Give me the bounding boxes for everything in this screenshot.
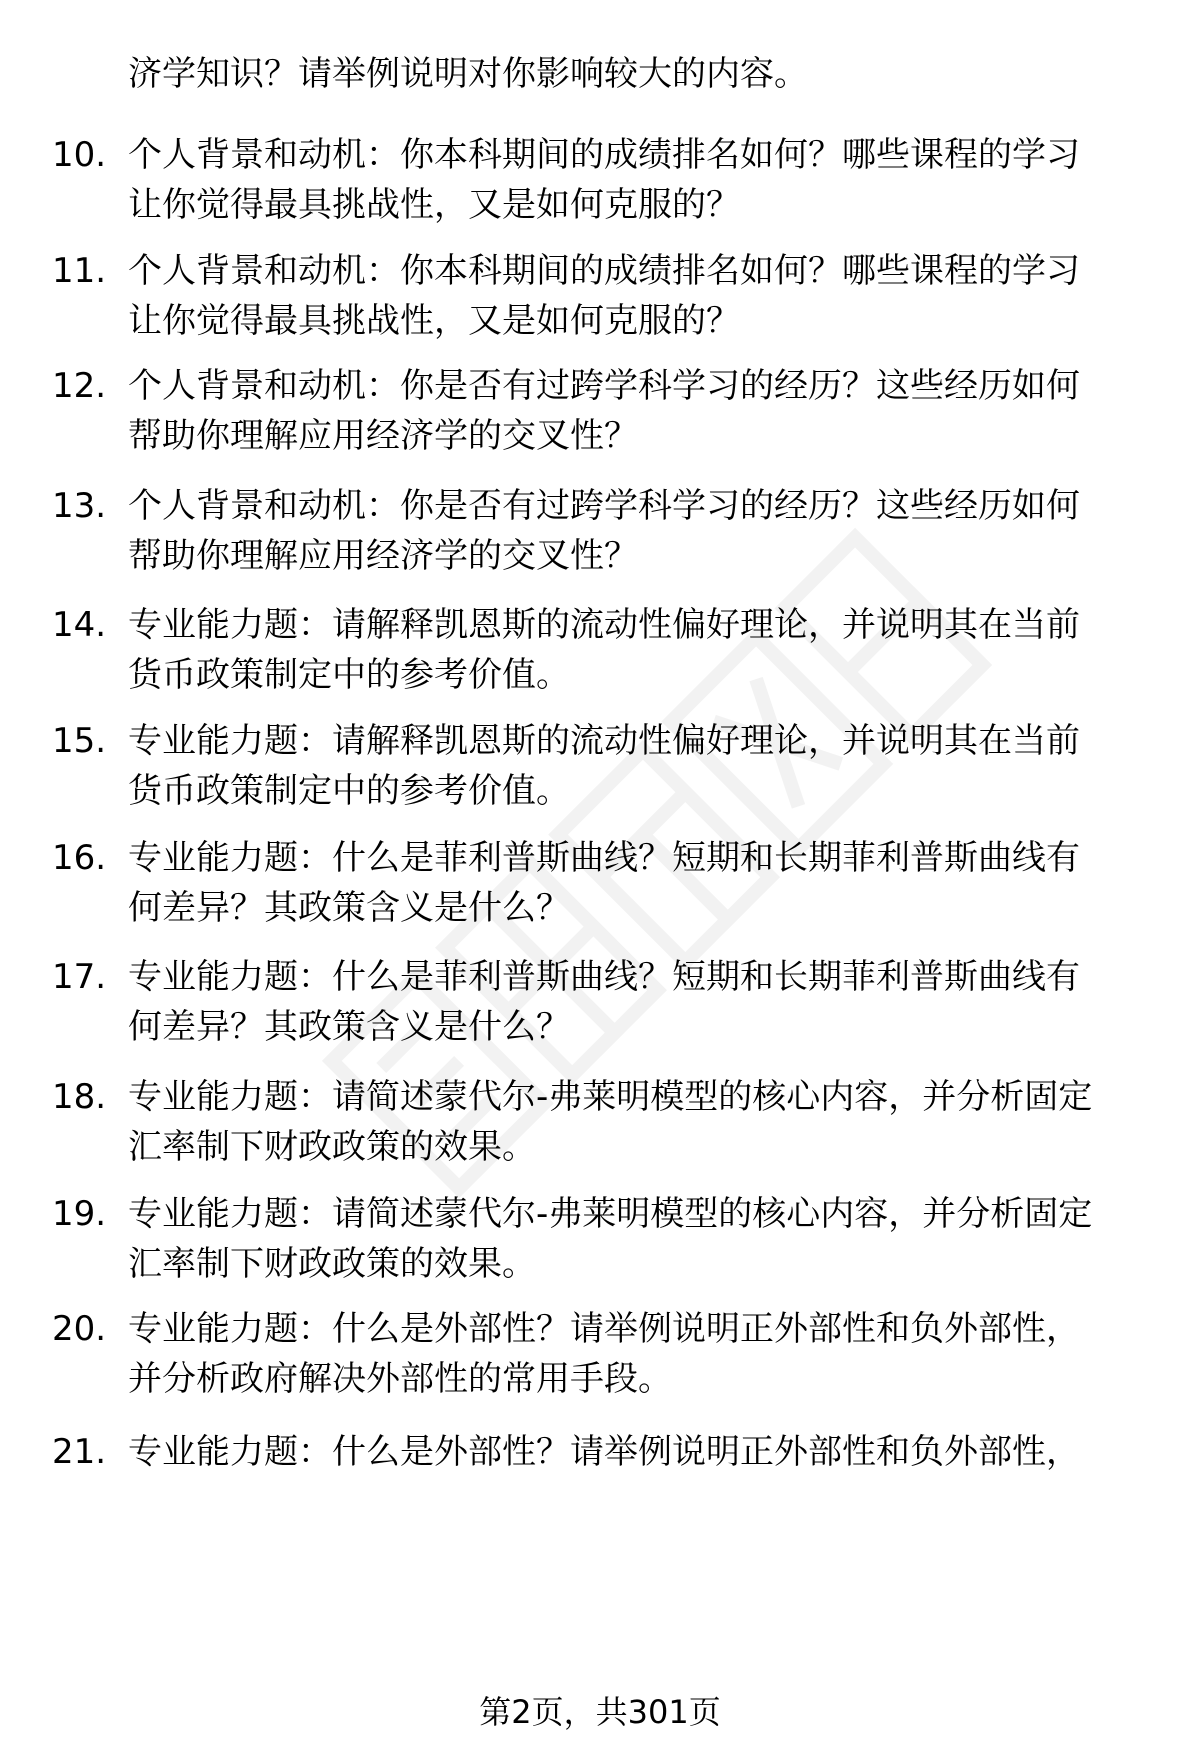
- page-footer: 第2页，共301页: [479, 1693, 721, 1731]
- question-text-line2: 让你觉得最具挑战性，又是如何克服的？: [128, 301, 740, 341]
- question-number: 11.: [52, 251, 107, 291]
- question-text-line1: 专业能力题：什么是菲利普斯曲线？短期和长期菲利普斯曲线有: [128, 957, 1080, 997]
- question-text-line2: 帮助你理解应用经济学的交叉性？: [128, 416, 638, 456]
- question-item: [0, 482, 1200, 586]
- question-item: [0, 247, 1200, 351]
- question-item: [0, 834, 1200, 938]
- question-item: [0, 362, 1200, 466]
- question-number: 12.: [52, 366, 107, 406]
- question-text-line1: 专业能力题：请解释凯恩斯的流动性偏好理论，并说明其在当前: [128, 721, 1080, 761]
- question-text-line1: 个人背景和动机：你本科期间的成绩排名如何？哪些课程的学习: [128, 251, 1080, 291]
- question-text-line2: 帮助你理解应用经济学的交叉性？: [128, 536, 638, 576]
- question-text-line1: 专业能力题：请简述蒙代尔-弗莱明模型的核心内容，并分析固定: [128, 1077, 1093, 1117]
- question-text-line2: 汇率制下财政政策的效果。: [128, 1244, 536, 1284]
- question-text-line2: 货币政策制定中的参考价值。: [128, 771, 570, 811]
- question-number: 19.: [52, 1194, 107, 1234]
- question-text-line1: 专业能力题：什么是菲利普斯曲线？短期和长期菲利普斯曲线有: [128, 838, 1080, 878]
- question-text-line2: 汇率制下财政政策的效果。: [128, 1127, 536, 1167]
- question-text-line2: 让你觉得最具挑战性，又是如何克服的？: [128, 185, 740, 225]
- question-text-line1: 个人背景和动机：你是否有过跨学科学习的经历？这些经历如何: [128, 366, 1080, 406]
- question-text-line2: 货币政策制定中的参考价值。: [128, 655, 570, 695]
- question-number: 20.: [52, 1309, 107, 1349]
- question-number: 10.: [52, 135, 107, 175]
- question-text-line2: 何差异？其政策含义是什么？: [128, 888, 570, 928]
- question-number: 17.: [52, 957, 107, 997]
- question-item: [0, 953, 1200, 1057]
- question-number: 14.: [52, 605, 107, 645]
- question-text-line1: 专业能力题：什么是外部性？请举例说明正外部性和负外部性，: [128, 1432, 1080, 1472]
- question-item: [0, 1073, 1200, 1177]
- question-text-line1: 专业能力题：什么是外部性？请举例说明正外部性和负外部性，: [128, 1309, 1080, 1349]
- question-number: 13.: [52, 486, 107, 526]
- question-text-line1: 专业能力题：请解释凯恩斯的流动性偏好理论，并说明其在当前: [128, 605, 1080, 645]
- question-number: 18.: [52, 1077, 107, 1117]
- question-item: [0, 131, 1200, 235]
- question-item: [0, 1190, 1200, 1294]
- question-text-line1: 个人背景和动机：你是否有过跨学科学习的经历？这些经历如何: [128, 486, 1080, 526]
- question-text-line1: 专业能力题：请简述蒙代尔-弗莱明模型的核心内容，并分析固定: [128, 1194, 1093, 1234]
- question-item: [0, 1305, 1200, 1409]
- question-item: [0, 717, 1200, 821]
- question-number: 21.: [52, 1432, 107, 1472]
- question-item: [0, 601, 1200, 705]
- question-number: 15.: [52, 721, 107, 761]
- question-text-line1: 个人背景和动机：你本科期间的成绩排名如何？哪些课程的学习: [128, 135, 1080, 175]
- continuation-text: 济学知识？请举例说明对你影响较大的内容。: [128, 54, 808, 94]
- question-text-line2: 何差异？其政策含义是什么？: [128, 1007, 570, 1047]
- question-number: 16.: [52, 838, 107, 878]
- question-item: [0, 1428, 1200, 1532]
- question-text-line2: 并分析政府解决外部性的常用手段。: [128, 1359, 672, 1399]
